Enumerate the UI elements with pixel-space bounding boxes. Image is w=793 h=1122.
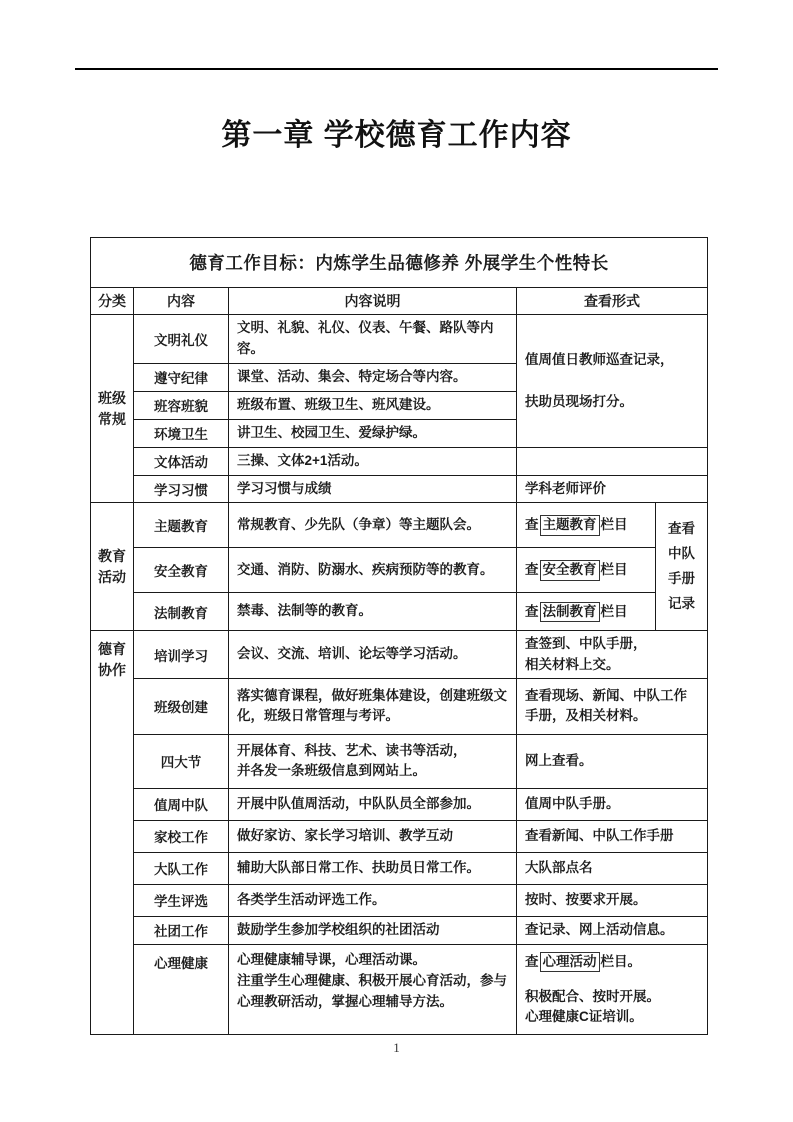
table-row-theme-education <box>91 503 708 548</box>
table-row-duty-squadron <box>91 788 708 820</box>
description-line: 开展体育、科技、艺术、读书等活动， <box>237 742 467 758</box>
table-row-brigade-work <box>91 852 708 884</box>
view-cell: 网上查看。 <box>517 734 708 788</box>
view-text: 栏目 <box>600 517 628 533</box>
table-header-row <box>91 288 708 315</box>
chapter-title: 第一章 学校德育工作内容 <box>221 119 572 152</box>
view-cell-merged <box>517 315 708 448</box>
table-title-row <box>91 238 708 288</box>
content-cell: 环境卫生 <box>134 419 229 447</box>
view-cell <box>517 548 656 593</box>
page-header-rule <box>75 68 718 70</box>
view-line: 相关材料上交。 <box>525 656 620 672</box>
content-cell: 社团工作 <box>134 916 229 944</box>
description-cell: 学习习惯与成绩 <box>229 475 517 503</box>
view-cell <box>517 503 656 548</box>
content-cell: 四大节 <box>134 734 229 788</box>
description-cell: 落实德育课程，做好班集体建设，创建班级文化，班级日常管理与考评。 <box>229 678 517 734</box>
view-cell: 按时、按要求开展。 <box>517 884 708 916</box>
content-cell: 家校工作 <box>134 820 229 852</box>
table-row-mental-health <box>91 944 708 1034</box>
category-cell-moral-cooperation: 德育协作 <box>91 631 134 1035</box>
view-cell: 查看现场、新闻、中队工作手册，及相关材料。 <box>517 678 708 734</box>
view-cell: 查记录、网上活动信息。 <box>517 916 708 944</box>
view-cell <box>517 593 656 631</box>
boxed-label: 心理活动 <box>540 952 600 972</box>
view-cell: 学科老师评价 <box>517 475 708 503</box>
content-cell: 班级创建 <box>134 678 229 734</box>
view-line <box>525 952 699 972</box>
description-cell: 辅助大队部日常工作、扶助员日常工作。 <box>229 852 517 884</box>
view-line: 值周值日教师巡查记录， <box>525 351 674 367</box>
description-cell: 禁毒、法制等的教育。 <box>229 593 517 631</box>
content-cell: 培训学习 <box>134 631 229 679</box>
description-cell: 讲卫生、校园卫生、爱绿护绿。 <box>229 419 517 447</box>
description-line: 心理健康辅导课，心理活动课。 <box>237 951 426 967</box>
table-row-study-habit <box>91 475 708 503</box>
table-row-sports <box>91 447 708 475</box>
description-cell: 交通、消防、防溺水、疾病预防等的教育。 <box>229 548 517 593</box>
column-header-view: 查看形式 <box>517 288 708 315</box>
description-cell: 会议、交流、培训、论坛等学习活动。 <box>229 631 517 679</box>
table-row-safety-education <box>91 548 708 593</box>
table-row-civility <box>91 315 708 364</box>
view-cell <box>517 631 708 679</box>
view-text: 查 <box>525 562 539 578</box>
description-line: 注重学生心理健康、积极开展心育活动，参与心理教研活动，掌握心理辅导方法。 <box>237 972 507 1009</box>
view-line: 心理健康C证培训。 <box>525 1009 643 1025</box>
view-cell: 值周中队手册。 <box>517 788 708 820</box>
content-cell: 遵守纪律 <box>134 363 229 391</box>
page-number: 1 <box>393 1040 400 1055</box>
table-row-class-building <box>91 678 708 734</box>
boxed-label: 安全教育 <box>540 560 600 580</box>
view-text: 查 <box>525 603 539 619</box>
content-cell: 文明礼仪 <box>134 315 229 364</box>
view-text: 栏目 <box>600 562 628 578</box>
view-side-note: 查看中队手册记录 <box>656 503 708 631</box>
description-cell <box>229 734 517 788</box>
boxed-label: 主题教育 <box>540 515 600 535</box>
content-cell: 主题教育 <box>134 503 229 548</box>
content-cell: 法制教育 <box>134 593 229 631</box>
category-cell-class-routine: 班级常规 <box>91 315 134 503</box>
content-cell: 文体活动 <box>134 447 229 475</box>
view-cell: 大队部点名 <box>517 852 708 884</box>
description-cell: 做好家访、家长学习培训、教学互动 <box>229 820 517 852</box>
description-cell: 鼓励学生参加学校组织的社团活动 <box>229 916 517 944</box>
view-line: 扶助员现场打分。 <box>525 393 633 409</box>
content-cell: 大队工作 <box>134 852 229 884</box>
table-row-training <box>91 631 708 679</box>
moral-education-table <box>90 237 708 1035</box>
table-row-four-festivals <box>91 734 708 788</box>
content-cell: 班容班貌 <box>134 391 229 419</box>
content-cell: 安全教育 <box>134 548 229 593</box>
table-row-home-school <box>91 820 708 852</box>
description-cell: 文明、礼貌、礼仪、仪表、午餐、路队等内容。 <box>229 315 517 364</box>
view-line: 积极配合、按时开展。 <box>525 989 660 1005</box>
view-text: 查 <box>525 517 539 533</box>
view-cell-empty <box>517 447 708 475</box>
content-cell: 学习习惯 <box>134 475 229 503</box>
view-text: 查 <box>525 953 539 969</box>
view-text: 栏目 <box>600 603 628 619</box>
view-cell: 查看新闻、中队工作手册 <box>517 820 708 852</box>
content-cell: 学生评选 <box>134 884 229 916</box>
boxed-label: 法制教育 <box>540 602 600 622</box>
description-cell: 开展中队值周活动，中队队员全部参加。 <box>229 788 517 820</box>
column-header-description: 内容说明 <box>229 288 517 315</box>
table-row-club-work <box>91 916 708 944</box>
category-cell-education-activity: 教育活动 <box>91 503 134 631</box>
description-cell: 课堂、活动、集会、特定场合等内容。 <box>229 363 517 391</box>
view-cell <box>517 944 708 1034</box>
table-row-legal-education <box>91 593 708 631</box>
column-header-content: 内容 <box>134 288 229 315</box>
description-cell: 各类学生活动评选工作。 <box>229 884 517 916</box>
table-title: 德育工作目标：内炼学生品德修养 外展学生个性特长 <box>91 238 708 288</box>
content-cell: 值周中队 <box>134 788 229 820</box>
description-cell: 三操、文体2+1活动。 <box>229 447 517 475</box>
description-cell: 班级布置、班级卫生、班风建设。 <box>229 391 517 419</box>
view-text: 栏目。 <box>600 953 641 969</box>
content-cell: 心理健康 <box>134 944 229 1034</box>
table-row-student-selection <box>91 884 708 916</box>
description-line: 并各发一条班级信息到网站上。 <box>237 763 426 779</box>
column-header-category: 分类 <box>91 288 134 315</box>
description-cell <box>229 944 517 1034</box>
description-cell: 常规教育、少先队（争章）等主题队会。 <box>229 503 517 548</box>
view-line: 查签到、中队手册， <box>525 636 647 652</box>
